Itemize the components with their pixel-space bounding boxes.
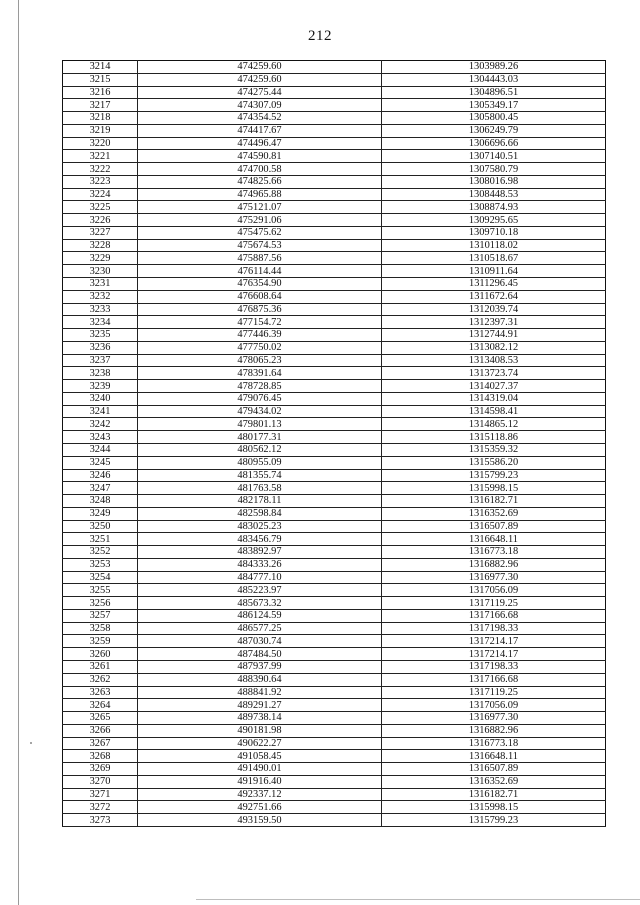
table-row: [63, 418, 606, 431]
point-number-cell: 3227: [63, 226, 138, 239]
table-row: [63, 788, 606, 801]
y-coordinate-cell: 1317198.33: [382, 660, 606, 673]
x-coordinate-cell: 474307.09: [138, 99, 382, 112]
coordinates-table-body: [63, 61, 606, 827]
y-coordinate-cell: 1317166.68: [382, 609, 606, 622]
y-coordinate-cell: 1309710.18: [382, 226, 606, 239]
table-row: [63, 431, 606, 444]
table-row: [63, 609, 606, 622]
x-coordinate-cell: 491490.01: [138, 763, 382, 776]
table-row: [63, 737, 606, 750]
table-row: [63, 290, 606, 303]
x-coordinate-cell: 492337.12: [138, 788, 382, 801]
y-coordinate-cell: 1316977.30: [382, 712, 606, 725]
x-coordinate-cell: 487030.74: [138, 635, 382, 648]
table-row: [63, 201, 606, 214]
x-coordinate-cell: 475887.56: [138, 252, 382, 265]
y-coordinate-cell: 1316352.69: [382, 775, 606, 788]
point-number-cell: 3247: [63, 482, 138, 495]
y-coordinate-cell: 1316648.11: [382, 750, 606, 763]
point-number-cell: 3215: [63, 73, 138, 86]
table-row: [63, 354, 606, 367]
y-coordinate-cell: 1313408.53: [382, 354, 606, 367]
point-number-cell: 3226: [63, 214, 138, 227]
x-coordinate-cell: 476608.64: [138, 290, 382, 303]
table-row: [63, 482, 606, 495]
y-coordinate-cell: 1307580.79: [382, 163, 606, 176]
x-coordinate-cell: 474965.88: [138, 188, 382, 201]
table-row: [63, 99, 606, 112]
point-number-cell: 3270: [63, 775, 138, 788]
y-coordinate-cell: 1307140.51: [382, 150, 606, 163]
point-number-cell: 3225: [63, 201, 138, 214]
x-coordinate-cell: 475475.62: [138, 226, 382, 239]
y-coordinate-cell: 1311296.45: [382, 278, 606, 291]
table-row: [63, 558, 606, 571]
table-row: [63, 252, 606, 265]
x-coordinate-cell: 480177.31: [138, 431, 382, 444]
table-row: [63, 724, 606, 737]
y-coordinate-cell: 1314319.04: [382, 392, 606, 405]
page-number: 212: [308, 28, 332, 44]
point-number-cell: 3232: [63, 290, 138, 303]
x-coordinate-cell: 474354.52: [138, 112, 382, 125]
y-coordinate-cell: 1316882.96: [382, 558, 606, 571]
point-number-cell: 3254: [63, 571, 138, 584]
table-row: [63, 175, 606, 188]
y-coordinate-cell: 1316773.18: [382, 737, 606, 750]
point-number-cell: 3272: [63, 801, 138, 814]
x-coordinate-cell: 491916.40: [138, 775, 382, 788]
table-row: [63, 597, 606, 610]
x-coordinate-cell: 474275.44: [138, 86, 382, 99]
y-coordinate-cell: 1315998.15: [382, 482, 606, 495]
x-coordinate-cell: 493159.50: [138, 814, 382, 827]
table-row: [63, 73, 606, 86]
point-number-cell: 3251: [63, 533, 138, 546]
y-coordinate-cell: 1315998.15: [382, 801, 606, 814]
x-coordinate-cell: 483892.97: [138, 546, 382, 559]
point-number-cell: 3261: [63, 660, 138, 673]
point-number-cell: 3264: [63, 699, 138, 712]
y-coordinate-cell: 1310518.67: [382, 252, 606, 265]
table-row: [63, 507, 606, 520]
table-row: [63, 469, 606, 482]
y-coordinate-cell: 1314865.12: [382, 418, 606, 431]
x-coordinate-cell: 485223.97: [138, 584, 382, 597]
point-number-cell: 3229: [63, 252, 138, 265]
table-row: [63, 61, 606, 74]
table-row: [63, 226, 606, 239]
point-number-cell: 3237: [63, 354, 138, 367]
point-number-cell: 3246: [63, 469, 138, 482]
x-coordinate-cell: 490181.98: [138, 724, 382, 737]
table-row: [63, 392, 606, 405]
y-coordinate-cell: 1309295.65: [382, 214, 606, 227]
point-number-cell: 3223: [63, 175, 138, 188]
x-coordinate-cell: 476114.44: [138, 265, 382, 278]
x-coordinate-cell: 492751.66: [138, 801, 382, 814]
point-number-cell: 3242: [63, 418, 138, 431]
point-number-cell: 3263: [63, 686, 138, 699]
y-coordinate-cell: 1316882.96: [382, 724, 606, 737]
table-row: [63, 571, 606, 584]
y-coordinate-cell: 1317056.09: [382, 699, 606, 712]
point-number-cell: 3219: [63, 124, 138, 137]
y-coordinate-cell: 1317214.17: [382, 635, 606, 648]
y-coordinate-cell: 1316507.89: [382, 763, 606, 776]
x-coordinate-cell: 481355.74: [138, 469, 382, 482]
x-coordinate-cell: 475674.53: [138, 239, 382, 252]
point-number-cell: 3252: [63, 546, 138, 559]
y-coordinate-cell: 1313723.74: [382, 367, 606, 380]
point-number-cell: 3220: [63, 137, 138, 150]
x-coordinate-cell: 486577.25: [138, 622, 382, 635]
table-row: [63, 801, 606, 814]
y-coordinate-cell: 1314027.37: [382, 380, 606, 393]
x-coordinate-cell: 478065.23: [138, 354, 382, 367]
x-coordinate-cell: 479801.13: [138, 418, 382, 431]
y-coordinate-cell: 1317119.25: [382, 686, 606, 699]
x-coordinate-cell: 482598.84: [138, 507, 382, 520]
y-coordinate-cell: 1304896.51: [382, 86, 606, 99]
y-coordinate-cell: 1310911.64: [382, 265, 606, 278]
y-coordinate-cell: 1306696.66: [382, 137, 606, 150]
y-coordinate-cell: 1317198.33: [382, 622, 606, 635]
x-coordinate-cell: 484333.26: [138, 558, 382, 571]
x-coordinate-cell: 477446.39: [138, 329, 382, 342]
x-coordinate-cell: 474496.47: [138, 137, 382, 150]
y-coordinate-cell: 1315799.23: [382, 469, 606, 482]
point-number-cell: 3268: [63, 750, 138, 763]
table-row: [63, 622, 606, 635]
y-coordinate-cell: 1304443.03: [382, 73, 606, 86]
table-row: [63, 443, 606, 456]
table-row: [63, 214, 606, 227]
point-number-cell: 3273: [63, 814, 138, 827]
x-coordinate-cell: 474825.66: [138, 175, 382, 188]
x-coordinate-cell: 488841.92: [138, 686, 382, 699]
scan-bottom-edge: [196, 899, 640, 900]
y-coordinate-cell: 1316773.18: [382, 546, 606, 559]
x-coordinate-cell: 479434.02: [138, 405, 382, 418]
table-row: [63, 456, 606, 469]
point-number-cell: 3235: [63, 329, 138, 342]
point-number-cell: 3267: [63, 737, 138, 750]
point-number-cell: 3256: [63, 597, 138, 610]
point-number-cell: 3214: [63, 61, 138, 74]
point-number-cell: 3222: [63, 163, 138, 176]
table-row: [63, 367, 606, 380]
y-coordinate-cell: 1305349.17: [382, 99, 606, 112]
point-number-cell: 3238: [63, 367, 138, 380]
point-number-cell: 3269: [63, 763, 138, 776]
x-coordinate-cell: 474259.60: [138, 73, 382, 86]
point-number-cell: 3241: [63, 405, 138, 418]
y-coordinate-cell: 1310118.02: [382, 239, 606, 252]
point-number-cell: 3243: [63, 431, 138, 444]
y-coordinate-cell: 1308016.98: [382, 175, 606, 188]
point-number-cell: 3245: [63, 456, 138, 469]
point-number-cell: 3240: [63, 392, 138, 405]
y-coordinate-cell: 1316352.69: [382, 507, 606, 520]
x-coordinate-cell: 478728.85: [138, 380, 382, 393]
table-row: [63, 86, 606, 99]
y-coordinate-cell: 1317056.09: [382, 584, 606, 597]
scan-speck: [30, 742, 32, 744]
point-number-cell: 3231: [63, 278, 138, 291]
point-number-cell: 3216: [63, 86, 138, 99]
point-number-cell: 3271: [63, 788, 138, 801]
y-coordinate-cell: 1317214.17: [382, 648, 606, 661]
table-row: [63, 546, 606, 559]
x-coordinate-cell: 489291.27: [138, 699, 382, 712]
table-row: [63, 316, 606, 329]
y-coordinate-cell: 1312397.31: [382, 316, 606, 329]
y-coordinate-cell: 1315799.23: [382, 814, 606, 827]
y-coordinate-cell: 1317166.68: [382, 673, 606, 686]
y-coordinate-cell: 1316507.89: [382, 520, 606, 533]
x-coordinate-cell: 478391.64: [138, 367, 382, 380]
y-coordinate-cell: 1306249.79: [382, 124, 606, 137]
x-coordinate-cell: 480955.09: [138, 456, 382, 469]
x-coordinate-cell: 487484.50: [138, 648, 382, 661]
table-row: [63, 520, 606, 533]
y-coordinate-cell: 1317119.25: [382, 597, 606, 610]
x-coordinate-cell: 477154.72: [138, 316, 382, 329]
x-coordinate-cell: 488390.64: [138, 673, 382, 686]
point-number-cell: 3248: [63, 495, 138, 508]
table-row: [63, 686, 606, 699]
point-number-cell: 3250: [63, 520, 138, 533]
x-coordinate-cell: 487937.99: [138, 660, 382, 673]
point-number-cell: 3218: [63, 112, 138, 125]
point-number-cell: 3253: [63, 558, 138, 571]
table-row: [63, 303, 606, 316]
table-row: [63, 712, 606, 725]
x-coordinate-cell: 474259.60: [138, 61, 382, 74]
y-coordinate-cell: 1316182.71: [382, 788, 606, 801]
table-row: [63, 341, 606, 354]
table-row: [63, 635, 606, 648]
table-row: [63, 188, 606, 201]
point-number-cell: 3221: [63, 150, 138, 163]
table-row: [63, 380, 606, 393]
table-row: [63, 150, 606, 163]
x-coordinate-cell: 482178.11: [138, 495, 382, 508]
x-coordinate-cell: 491058.45: [138, 750, 382, 763]
y-coordinate-cell: 1315586.20: [382, 456, 606, 469]
table-row: [63, 814, 606, 827]
x-coordinate-cell: 474700.58: [138, 163, 382, 176]
x-coordinate-cell: 477750.02: [138, 341, 382, 354]
x-coordinate-cell: 486124.59: [138, 609, 382, 622]
point-number-cell: 3239: [63, 380, 138, 393]
y-coordinate-cell: 1315359.32: [382, 443, 606, 456]
y-coordinate-cell: 1312744.91: [382, 329, 606, 342]
point-number-cell: 3230: [63, 265, 138, 278]
y-coordinate-cell: 1315118.86: [382, 431, 606, 444]
y-coordinate-cell: 1303989.26: [382, 61, 606, 74]
point-number-cell: 3259: [63, 635, 138, 648]
table-row: [63, 750, 606, 763]
point-number-cell: 3266: [63, 724, 138, 737]
point-number-cell: 3217: [63, 99, 138, 112]
y-coordinate-cell: 1314598.41: [382, 405, 606, 418]
point-number-cell: 3228: [63, 239, 138, 252]
table-row: [63, 112, 606, 125]
y-coordinate-cell: 1308874.93: [382, 201, 606, 214]
table-row: [63, 699, 606, 712]
point-number-cell: 3236: [63, 341, 138, 354]
point-number-cell: 3260: [63, 648, 138, 661]
table-row: [63, 239, 606, 252]
table-row: [63, 533, 606, 546]
x-coordinate-cell: 476354.90: [138, 278, 382, 291]
x-coordinate-cell: 474417.67: [138, 124, 382, 137]
x-coordinate-cell: 483025.23: [138, 520, 382, 533]
y-coordinate-cell: 1311672.64: [382, 290, 606, 303]
point-number-cell: 3255: [63, 584, 138, 597]
y-coordinate-cell: 1316977.30: [382, 571, 606, 584]
table-row: [63, 495, 606, 508]
x-coordinate-cell: 483456.79: [138, 533, 382, 546]
point-number-cell: 3257: [63, 609, 138, 622]
table-row: [63, 265, 606, 278]
table-row: [63, 648, 606, 661]
x-coordinate-cell: 475291.06: [138, 214, 382, 227]
x-coordinate-cell: 490622.27: [138, 737, 382, 750]
point-number-cell: 3233: [63, 303, 138, 316]
point-number-cell: 3262: [63, 673, 138, 686]
point-number-cell: 3224: [63, 188, 138, 201]
y-coordinate-cell: 1308448.53: [382, 188, 606, 201]
x-coordinate-cell: 484777.10: [138, 571, 382, 584]
table-row: [63, 763, 606, 776]
y-coordinate-cell: 1316182.71: [382, 495, 606, 508]
point-number-cell: 3244: [63, 443, 138, 456]
table-row: [63, 775, 606, 788]
point-number-cell: 3249: [63, 507, 138, 520]
table-row: [63, 405, 606, 418]
y-coordinate-cell: 1312039.74: [382, 303, 606, 316]
y-coordinate-cell: 1305800.45: [382, 112, 606, 125]
x-coordinate-cell: 476875.36: [138, 303, 382, 316]
x-coordinate-cell: 489738.14: [138, 712, 382, 725]
point-number-cell: 3265: [63, 712, 138, 725]
x-coordinate-cell: 475121.07: [138, 201, 382, 214]
scan-left-edge: [18, 0, 19, 905]
table-row: [63, 329, 606, 342]
table-row: [63, 124, 606, 137]
table-row: [63, 584, 606, 597]
x-coordinate-cell: 480562.12: [138, 443, 382, 456]
table-row: [63, 673, 606, 686]
table-row: [63, 163, 606, 176]
y-coordinate-cell: 1316648.11: [382, 533, 606, 546]
x-coordinate-cell: 481763.58: [138, 482, 382, 495]
table-row: [63, 137, 606, 150]
table-row: [63, 278, 606, 291]
x-coordinate-cell: 485673.32: [138, 597, 382, 610]
point-number-cell: 3258: [63, 622, 138, 635]
x-coordinate-cell: 479076.45: [138, 392, 382, 405]
y-coordinate-cell: 1313082.12: [382, 341, 606, 354]
table-row: [63, 660, 606, 673]
x-coordinate-cell: 474590.81: [138, 150, 382, 163]
point-number-cell: 3234: [63, 316, 138, 329]
coordinates-table: [62, 60, 606, 827]
